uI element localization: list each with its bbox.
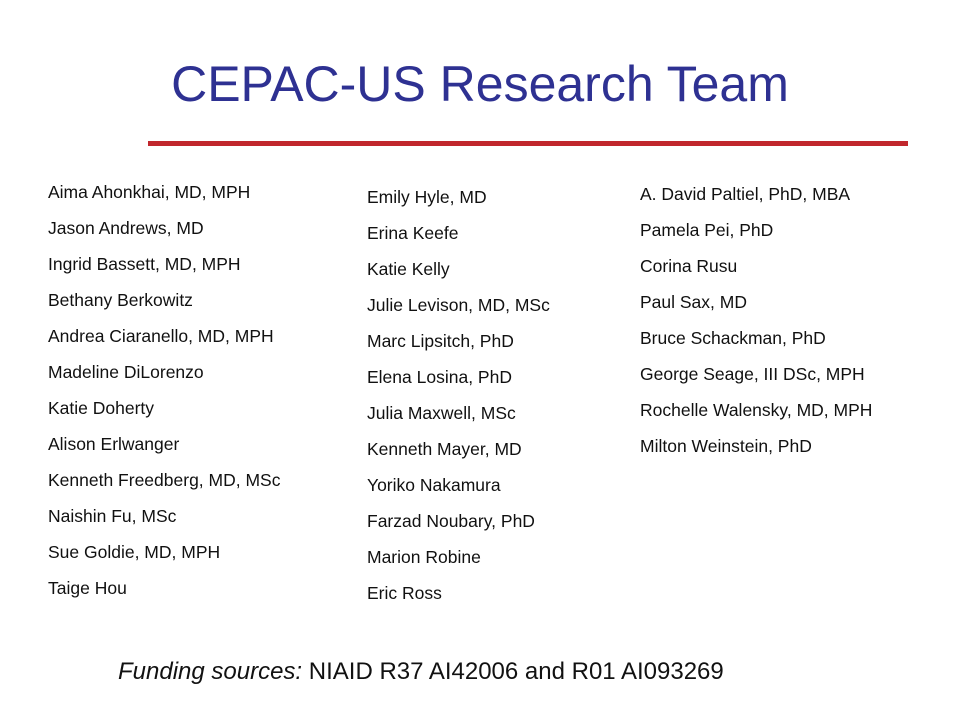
team-member: Farzad Noubary, PhD [367, 511, 535, 531]
team-member: Kenneth Freedberg, MD, MSc [48, 470, 281, 490]
team-member: Alison Erlwanger [48, 434, 180, 454]
team-member: Naishin Fu, MSc [48, 506, 177, 526]
funding-sources [118, 656, 724, 688]
team-member: Madeline DiLorenzo [48, 362, 204, 382]
team-member: Taige Hou [48, 578, 127, 598]
team-member: Milton Weinstein, PhD [640, 436, 812, 456]
team-member: Emily Hyle, MD [367, 187, 487, 207]
team-member: Aima Ahonkhai, MD, MPH [48, 182, 251, 202]
team-member: Katie Kelly [367, 259, 450, 279]
team-member: Yoriko Nakamura [367, 475, 501, 495]
team-member: George Seage, III DSc, MPH [640, 364, 865, 384]
team-member: Sue Goldie, MD, MPH [48, 542, 221, 562]
funding-label: Funding sources: [118, 658, 303, 685]
team-member: Julia Maxwell, MSc [367, 403, 516, 423]
team-column-1 [48, 181, 280, 613]
team-member: Bruce Schackman, PhD [640, 328, 826, 348]
team-member: Pamela Pei, PhD [640, 220, 774, 240]
team-member: Julie Levison, MD, MSc [367, 295, 550, 315]
team-member: Marion Robine [367, 547, 481, 567]
team-column-2 [367, 186, 550, 618]
title-underline [148, 141, 908, 146]
team-member: Jason Andrews, MD [48, 218, 204, 238]
team-member: Elena Losina, PhD [367, 367, 512, 387]
team-member: Paul Sax, MD [640, 292, 747, 312]
team-member: Kenneth Mayer, MD [367, 439, 522, 459]
team-member: Katie Doherty [48, 398, 155, 418]
funding-text: NIAID R37 AI42006 and R01 AI093269 [302, 658, 724, 685]
team-member: Marc Lipsitch, PhD [367, 331, 514, 351]
team-member: Bethany Berkowitz [48, 290, 193, 310]
team-member: Rochelle Walensky, MD, MPH [640, 400, 873, 420]
team-member: Eric Ross [367, 583, 442, 603]
team-member: Ingrid Bassett, MD, MPH [48, 254, 241, 274]
team-member: Erina Keefe [367, 223, 459, 243]
team-member: Corina Rusu [640, 256, 738, 276]
team-member: Andrea Ciaranello, MD, MPH [48, 326, 274, 346]
team-column-3 [640, 183, 872, 471]
team-member: A. David Paltiel, PhD, MBA [640, 184, 851, 204]
slide-title: CEPAC-US Research Team [171, 56, 789, 112]
